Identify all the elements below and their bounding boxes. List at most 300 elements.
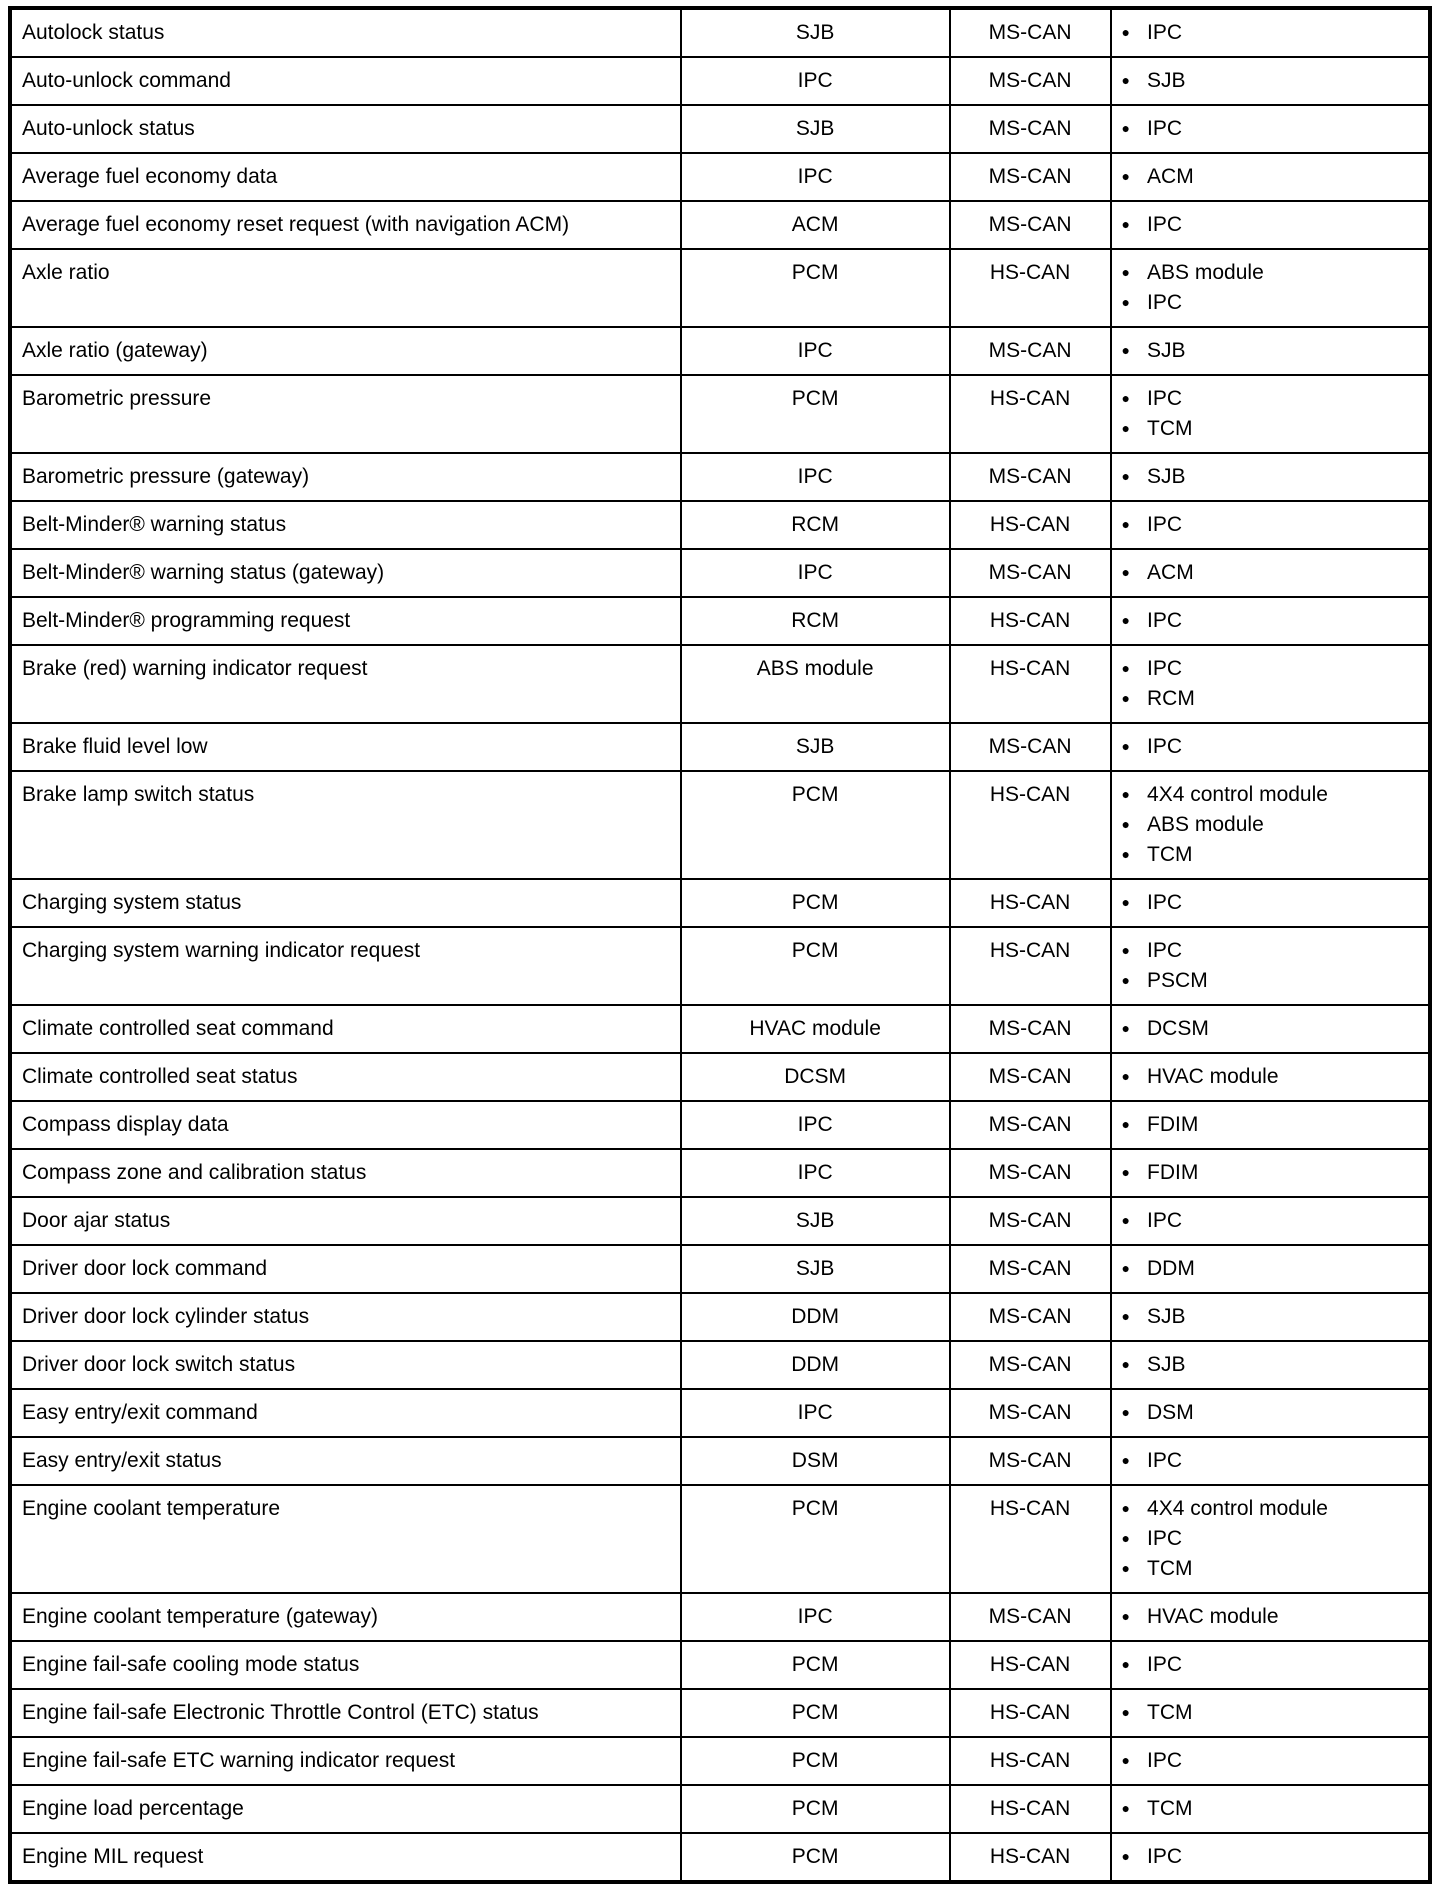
- network-cell: HS-CAN: [950, 1833, 1111, 1882]
- originating-module-cell: IPC: [681, 153, 950, 201]
- network-cell: MS-CAN: [950, 1053, 1111, 1101]
- receiver-item: [1122, 114, 1418, 144]
- message-cell: Barometric pressure (gateway): [10, 453, 681, 501]
- receiver-item: [1122, 606, 1418, 636]
- receiver-label: RCM: [1147, 687, 1195, 710]
- bullet-icon: ●: [1121, 612, 1131, 628]
- message-cell: Engine MIL request: [10, 1833, 681, 1882]
- table-row: [10, 771, 1430, 879]
- message-cell: Autolock status: [10, 8, 681, 57]
- originating-module-cell: IPC: [681, 1101, 950, 1149]
- receiver-list: [1122, 18, 1418, 48]
- receiver-label: FDIM: [1147, 1161, 1199, 1184]
- bullet-icon: ●: [1121, 816, 1131, 832]
- receiving-modules-cell: [1111, 1689, 1430, 1737]
- receiver-list: [1122, 1062, 1418, 1092]
- bullet-icon: ●: [1121, 1404, 1131, 1420]
- originating-module-cell: IPC: [681, 1593, 950, 1641]
- message-cell: Driver door lock switch status: [10, 1341, 681, 1389]
- table-row: [10, 1149, 1430, 1197]
- bullet-icon: ●: [1121, 294, 1131, 310]
- originating-module-cell: IPC: [681, 327, 950, 375]
- receiver-item: [1122, 1350, 1418, 1380]
- receiver-label: FDIM: [1147, 1113, 1199, 1136]
- originating-module-cell: PCM: [681, 1641, 950, 1689]
- bullet-icon: ●: [1121, 1530, 1131, 1546]
- receiver-item: [1122, 1062, 1418, 1092]
- receiving-modules-cell: [1111, 1293, 1430, 1341]
- table-row: [10, 201, 1430, 249]
- receiver-label: SJB: [1147, 339, 1186, 362]
- receiver-label: HVAC module: [1147, 1605, 1279, 1628]
- message-cell: Climate controlled seat status: [10, 1053, 681, 1101]
- receiver-list: [1122, 114, 1418, 144]
- message-cell: Belt-Minder® programming request: [10, 597, 681, 645]
- network-cell: MS-CAN: [950, 1437, 1111, 1485]
- receiver-item: [1122, 1650, 1418, 1680]
- receiver-label: IPC: [1147, 1527, 1183, 1550]
- bullet-icon: ●: [1121, 1608, 1131, 1624]
- receiving-modules-cell: [1111, 8, 1430, 57]
- receiver-list: [1122, 66, 1418, 96]
- originating-module-cell: PCM: [681, 771, 950, 879]
- message-cell: Belt-Minder® warning status: [10, 501, 681, 549]
- network-cell: HS-CAN: [950, 1689, 1111, 1737]
- bullet-icon: ●: [1121, 1560, 1131, 1576]
- message-cell: Driver door lock cylinder status: [10, 1293, 681, 1341]
- bullet-icon: ●: [1121, 72, 1131, 88]
- receiver-list: [1122, 1254, 1418, 1284]
- network-cell: HS-CAN: [950, 1785, 1111, 1833]
- table-row: [10, 57, 1430, 105]
- receiver-item: [1122, 210, 1418, 240]
- receiver-item: [1122, 654, 1418, 684]
- message-cell: Engine load percentage: [10, 1785, 681, 1833]
- network-cell: MS-CAN: [950, 1149, 1111, 1197]
- receiver-item: [1122, 1302, 1418, 1332]
- receiver-label: IPC: [1147, 387, 1183, 410]
- table-row: [10, 1053, 1430, 1101]
- table-row: [10, 1437, 1430, 1485]
- receiver-list: [1122, 1446, 1418, 1476]
- receiver-item: [1122, 384, 1418, 414]
- table-row: [10, 375, 1430, 453]
- message-cell: Brake fluid level low: [10, 723, 681, 771]
- receiving-modules-cell: [1111, 1485, 1430, 1593]
- receiver-label: SJB: [1147, 1305, 1186, 1328]
- receiver-list: [1122, 732, 1418, 762]
- receiver-list: [1122, 1158, 1418, 1188]
- network-cell: MS-CAN: [950, 1293, 1111, 1341]
- receiving-modules-cell: [1111, 249, 1430, 327]
- receiver-label: DSM: [1147, 1401, 1194, 1424]
- originating-module-cell: PCM: [681, 1785, 950, 1833]
- bullet-icon: ●: [1121, 690, 1131, 706]
- receiver-label: SJB: [1147, 69, 1186, 92]
- bullet-icon: ●: [1121, 216, 1131, 232]
- network-cell: MS-CAN: [950, 57, 1111, 105]
- receiving-modules-cell: [1111, 1053, 1430, 1101]
- originating-module-cell: SJB: [681, 8, 950, 57]
- table-row: [10, 327, 1430, 375]
- receiving-modules-cell: [1111, 549, 1430, 597]
- originating-module-cell: DCSM: [681, 1053, 950, 1101]
- receiver-item: [1122, 510, 1418, 540]
- receiving-modules-cell: [1111, 57, 1430, 105]
- receiving-modules-cell: [1111, 327, 1430, 375]
- message-cell: Engine fail-safe cooling mode status: [10, 1641, 681, 1689]
- receiver-label: IPC: [1147, 1845, 1183, 1868]
- receiver-label: TCM: [1147, 843, 1193, 866]
- originating-module-cell: RCM: [681, 597, 950, 645]
- receiving-modules-cell: [1111, 1101, 1430, 1149]
- receiver-list: [1122, 258, 1418, 318]
- receiving-modules-cell: [1111, 1785, 1430, 1833]
- bullet-icon: ●: [1121, 516, 1131, 532]
- table-row: [10, 105, 1430, 153]
- receiver-label: IPC: [1147, 1209, 1183, 1232]
- message-cell: Easy entry/exit command: [10, 1389, 681, 1437]
- receiver-label: IPC: [1147, 735, 1183, 758]
- bullet-icon: ●: [1121, 894, 1131, 910]
- table-row: [10, 1341, 1430, 1389]
- receiver-label: TCM: [1147, 1797, 1193, 1820]
- receiver-label: IPC: [1147, 21, 1183, 44]
- table-row: [10, 879, 1430, 927]
- originating-module-cell: SJB: [681, 723, 950, 771]
- originating-module-cell: DSM: [681, 1437, 950, 1485]
- receiver-list: [1122, 1698, 1418, 1728]
- receiver-list: [1122, 1014, 1418, 1044]
- bullet-icon: ●: [1121, 24, 1131, 40]
- originating-module-cell: RCM: [681, 501, 950, 549]
- bullet-icon: ●: [1121, 564, 1131, 580]
- network-cell: MS-CAN: [950, 201, 1111, 249]
- originating-module-cell: IPC: [681, 1149, 950, 1197]
- receiver-item: [1122, 1158, 1418, 1188]
- receiving-modules-cell: [1111, 1737, 1430, 1785]
- bullet-icon: ●: [1121, 846, 1131, 862]
- receiver-list: [1122, 1110, 1418, 1140]
- receiver-item: [1122, 1014, 1418, 1044]
- message-cell: Axle ratio (gateway): [10, 327, 681, 375]
- message-cell: Brake (red) warning indicator request: [10, 645, 681, 723]
- receiver-item: [1122, 936, 1418, 966]
- receiver-label: IPC: [1147, 1653, 1183, 1676]
- receiving-modules-cell: [1111, 453, 1430, 501]
- receiver-label: 4X4 control module: [1147, 783, 1328, 806]
- originating-module-cell: IPC: [681, 549, 950, 597]
- receiver-list: [1122, 558, 1418, 588]
- receiver-item: [1122, 840, 1418, 870]
- bullet-icon: ●: [1121, 1020, 1131, 1036]
- message-cell: Climate controlled seat command: [10, 1005, 681, 1053]
- originating-module-cell: PCM: [681, 927, 950, 1005]
- receiver-item: [1122, 780, 1418, 810]
- receiver-item: [1122, 1524, 1418, 1554]
- table-row: [10, 1833, 1430, 1882]
- receiver-label: IPC: [1147, 1749, 1183, 1772]
- can-message-routing-table: [8, 6, 1432, 1884]
- bullet-icon: ●: [1121, 1356, 1131, 1372]
- receiver-list: [1122, 1602, 1418, 1632]
- bullet-icon: ●: [1121, 660, 1131, 676]
- originating-module-cell: PCM: [681, 375, 950, 453]
- originating-module-cell: PCM: [681, 1737, 950, 1785]
- receiver-list: [1122, 1302, 1418, 1332]
- receiver-list: [1122, 1206, 1418, 1236]
- receiver-label: SJB: [1147, 1353, 1186, 1376]
- bullet-icon: ●: [1121, 342, 1131, 358]
- network-cell: HS-CAN: [950, 597, 1111, 645]
- receiver-label: DCSM: [1147, 1017, 1209, 1040]
- receiver-item: [1122, 732, 1418, 762]
- network-cell: MS-CAN: [950, 723, 1111, 771]
- receiver-list: [1122, 936, 1418, 996]
- message-cell: Average fuel economy reset request (with navigation ACM): [10, 201, 681, 249]
- receiving-modules-cell: [1111, 597, 1430, 645]
- bullet-icon: ●: [1121, 738, 1131, 754]
- receiver-item: [1122, 336, 1418, 366]
- receiver-label: TCM: [1147, 1557, 1193, 1580]
- receiving-modules-cell: [1111, 1341, 1430, 1389]
- receiver-list: [1122, 1494, 1418, 1584]
- receiver-item: [1122, 462, 1418, 492]
- receiver-label: ACM: [1147, 561, 1194, 584]
- network-cell: MS-CAN: [950, 1245, 1111, 1293]
- receiver-item: [1122, 888, 1418, 918]
- network-cell: MS-CAN: [950, 549, 1111, 597]
- receiver-list: [1122, 384, 1418, 444]
- table-row: [10, 501, 1430, 549]
- table-row: [10, 1737, 1430, 1785]
- table-row: [10, 8, 1430, 57]
- originating-module-cell: ABS module: [681, 645, 950, 723]
- bullet-icon: ●: [1121, 942, 1131, 958]
- message-cell: Belt-Minder® warning status (gateway): [10, 549, 681, 597]
- receiver-item: [1122, 966, 1418, 996]
- receiver-item: [1122, 1746, 1418, 1776]
- network-cell: MS-CAN: [950, 1593, 1111, 1641]
- receiver-label: ABS module: [1147, 813, 1264, 836]
- table-row: [10, 1785, 1430, 1833]
- network-cell: HS-CAN: [950, 879, 1111, 927]
- bullet-icon: ●: [1121, 1212, 1131, 1228]
- originating-module-cell: PCM: [681, 1833, 950, 1882]
- receiver-label: IPC: [1147, 1449, 1183, 1472]
- receiving-modules-cell: [1111, 201, 1430, 249]
- receiver-item: [1122, 1602, 1418, 1632]
- receiver-label: IPC: [1147, 891, 1183, 914]
- network-cell: HS-CAN: [950, 1737, 1111, 1785]
- receiver-label: TCM: [1147, 1701, 1193, 1724]
- network-cell: HS-CAN: [950, 249, 1111, 327]
- receiving-modules-cell: [1111, 375, 1430, 453]
- network-cell: HS-CAN: [950, 927, 1111, 1005]
- receiving-modules-cell: [1111, 1437, 1430, 1485]
- receiver-label: IPC: [1147, 213, 1183, 236]
- receiver-label: IPC: [1147, 291, 1183, 314]
- receiver-label: IPC: [1147, 117, 1183, 140]
- receiving-modules-cell: [1111, 1149, 1430, 1197]
- receiver-label: IPC: [1147, 609, 1183, 632]
- originating-module-cell: PCM: [681, 1689, 950, 1737]
- receiving-modules-cell: [1111, 927, 1430, 1005]
- message-cell: Compass display data: [10, 1101, 681, 1149]
- receiving-modules-cell: [1111, 645, 1430, 723]
- receiver-list: [1122, 210, 1418, 240]
- receiver-list: [1122, 336, 1418, 366]
- receiver-item: [1122, 1254, 1418, 1284]
- message-cell: Driver door lock command: [10, 1245, 681, 1293]
- table-row: [10, 1293, 1430, 1341]
- bullet-icon: ●: [1121, 1800, 1131, 1816]
- table-row: [10, 549, 1430, 597]
- bullet-icon: ●: [1121, 168, 1131, 184]
- table-row: [10, 645, 1430, 723]
- receiver-list: [1122, 510, 1418, 540]
- table-row: [10, 1593, 1430, 1641]
- message-cell: Brake lamp switch status: [10, 771, 681, 879]
- receiver-item: [1122, 558, 1418, 588]
- receiver-list: [1122, 1398, 1418, 1428]
- receiver-label: PSCM: [1147, 969, 1208, 992]
- receiver-item: [1122, 288, 1418, 318]
- bullet-icon: ●: [1121, 390, 1131, 406]
- network-cell: HS-CAN: [950, 1485, 1111, 1593]
- originating-module-cell: DDM: [681, 1293, 950, 1341]
- bullet-icon: ●: [1121, 420, 1131, 436]
- receiving-modules-cell: [1111, 1005, 1430, 1053]
- receiving-modules-cell: [1111, 1593, 1430, 1641]
- message-cell: Engine fail-safe ETC warning indicator request: [10, 1737, 681, 1785]
- receiver-item: [1122, 1494, 1418, 1524]
- bullet-icon: ●: [1121, 1308, 1131, 1324]
- receiver-label: HVAC module: [1147, 1065, 1279, 1088]
- receiver-label: IPC: [1147, 939, 1183, 962]
- network-cell: MS-CAN: [950, 153, 1111, 201]
- network-cell: MS-CAN: [950, 1341, 1111, 1389]
- originating-module-cell: IPC: [681, 1389, 950, 1437]
- originating-module-cell: SJB: [681, 105, 950, 153]
- message-cell: Easy entry/exit status: [10, 1437, 681, 1485]
- receiving-modules-cell: [1111, 879, 1430, 927]
- receiving-modules-cell: [1111, 1641, 1430, 1689]
- message-cell: Charging system status: [10, 879, 681, 927]
- bullet-icon: ●: [1121, 1164, 1131, 1180]
- receiver-list: [1122, 780, 1418, 870]
- receiver-label: ABS module: [1147, 261, 1264, 284]
- receiver-item: [1122, 18, 1418, 48]
- receiving-modules-cell: [1111, 1197, 1430, 1245]
- receiver-label: IPC: [1147, 513, 1183, 536]
- network-cell: MS-CAN: [950, 327, 1111, 375]
- bullet-icon: ●: [1121, 1848, 1131, 1864]
- table-row: [10, 1101, 1430, 1149]
- bullet-icon: ●: [1121, 786, 1131, 802]
- receiving-modules-cell: [1111, 771, 1430, 879]
- message-cell: Engine coolant temperature (gateway): [10, 1593, 681, 1641]
- receiver-item: [1122, 810, 1418, 840]
- receiver-item: [1122, 1110, 1418, 1140]
- receiver-list: [1122, 1794, 1418, 1824]
- originating-module-cell: PCM: [681, 879, 950, 927]
- receiver-item: [1122, 66, 1418, 96]
- network-cell: MS-CAN: [950, 1101, 1111, 1149]
- receiver-item: [1122, 1446, 1418, 1476]
- receiver-item: [1122, 1554, 1418, 1584]
- network-cell: HS-CAN: [950, 771, 1111, 879]
- originating-module-cell: IPC: [681, 453, 950, 501]
- message-cell: Auto-unlock status: [10, 105, 681, 153]
- message-cell: Door ajar status: [10, 1197, 681, 1245]
- table-row: [10, 1197, 1430, 1245]
- bullet-icon: ●: [1121, 1656, 1131, 1672]
- network-cell: MS-CAN: [950, 8, 1111, 57]
- receiver-label: SJB: [1147, 465, 1186, 488]
- receiver-list: [1122, 1650, 1418, 1680]
- receiver-label: 4X4 control module: [1147, 1497, 1328, 1520]
- table-row: [10, 1689, 1430, 1737]
- bullet-icon: ●: [1121, 120, 1131, 136]
- table-row: [10, 1641, 1430, 1689]
- table-row: [10, 1245, 1430, 1293]
- bullet-icon: ●: [1121, 1452, 1131, 1468]
- originating-module-cell: HVAC module: [681, 1005, 950, 1053]
- receiver-list: [1122, 1842, 1418, 1872]
- receiver-list: [1122, 1746, 1418, 1776]
- message-cell: Compass zone and calibration status: [10, 1149, 681, 1197]
- receiving-modules-cell: [1111, 1389, 1430, 1437]
- message-cell: Barometric pressure: [10, 375, 681, 453]
- receiver-item: [1122, 1842, 1418, 1872]
- receiver-list: [1122, 462, 1418, 492]
- network-cell: MS-CAN: [950, 105, 1111, 153]
- message-cell: Average fuel economy data: [10, 153, 681, 201]
- bullet-icon: ●: [1121, 1068, 1131, 1084]
- bullet-icon: ●: [1121, 468, 1131, 484]
- receiver-item: [1122, 414, 1418, 444]
- table-row: [10, 249, 1430, 327]
- network-cell: MS-CAN: [950, 1389, 1111, 1437]
- originating-module-cell: ACM: [681, 201, 950, 249]
- receiver-label: DDM: [1147, 1257, 1195, 1280]
- receiving-modules-cell: [1111, 723, 1430, 771]
- receiving-modules-cell: [1111, 501, 1430, 549]
- table-row: [10, 1005, 1430, 1053]
- message-cell: Auto-unlock command: [10, 57, 681, 105]
- receiver-item: [1122, 162, 1418, 192]
- receiver-label: TCM: [1147, 417, 1193, 440]
- bullet-icon: ●: [1121, 1260, 1131, 1276]
- network-cell: MS-CAN: [950, 453, 1111, 501]
- network-cell: HS-CAN: [950, 645, 1111, 723]
- originating-module-cell: IPC: [681, 57, 950, 105]
- message-cell: Axle ratio: [10, 249, 681, 327]
- receiving-modules-cell: [1111, 105, 1430, 153]
- receiver-item: [1122, 1206, 1418, 1236]
- receiver-item: [1122, 1794, 1418, 1824]
- receiving-modules-cell: [1111, 153, 1430, 201]
- bullet-icon: ●: [1121, 972, 1131, 988]
- bullet-icon: ●: [1121, 1116, 1131, 1132]
- network-cell: HS-CAN: [950, 1641, 1111, 1689]
- table-row: [10, 597, 1430, 645]
- receiving-modules-cell: [1111, 1245, 1430, 1293]
- receiver-label: IPC: [1147, 657, 1183, 680]
- bullet-icon: ●: [1121, 1704, 1131, 1720]
- receiver-list: [1122, 162, 1418, 192]
